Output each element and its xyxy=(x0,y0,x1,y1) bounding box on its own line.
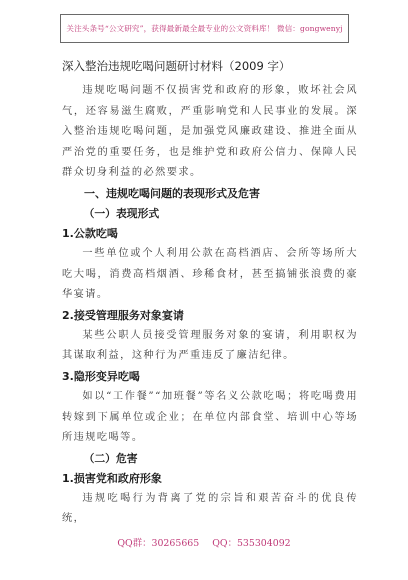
subsection-heading-harms: （二）危害 xyxy=(83,451,138,465)
document-title: 深入整治违规吃喝问题研讨材料（2009 字） xyxy=(62,59,291,73)
section-heading: 一、违规吃喝问题的表现形式及危害 xyxy=(84,186,260,200)
item-paragraph-public-funds: 一些单位或个人利用公款在高档酒店、会所等场所大吃大喝，消费高档烟酒、珍稀食材，甚至搞铺张浪费的豪华宴请。 xyxy=(62,247,358,301)
harm-paragraph-image: 违规吃喝行为背离了党的宗旨和艰苦奋斗的优良传统， xyxy=(62,492,358,525)
header-notice: 关注头条号“公文研究”，获得最新最全最专业的公文资料库！ 微信：gongwenyj xyxy=(66,24,343,33)
subsection-heading-forms: （一）表现形式 xyxy=(83,206,160,220)
item-paragraph-banquets: 某些公职人员接受管理服务对象的宴请，利用职权为其谋取利益，这种行为严重违反了廉洁纪律。 xyxy=(62,329,358,362)
harm-heading-image: 1.损害党和政府形象 xyxy=(62,471,162,485)
item-heading-banquets: 2.接受管理服务对象宴请 xyxy=(62,308,184,322)
item-paragraph-disguised: 如以“工作餐”“加班餐”等名义公款吃喝；将吃喝费用转嫁到下属单位或企业；在单位内部食堂、培训中心等场所违规吃喝等。 xyxy=(62,390,358,444)
header-notice-box xyxy=(60,14,349,43)
intro-paragraph: 违规吃喝问题不仅损害党和政府的形象，败坏社会风气，还容易滋生腐败，严重影响党和人民事业的发展。深入整治违规吃喝问题，是加强党风廉政建设、推进全面从严治党的重要任务，也是维护党和政府公信力、保障人民群众切身利益的必然要求。 xyxy=(62,85,358,179)
item-heading-public-funds: 1.公款吃喝 xyxy=(62,226,118,240)
document-body xyxy=(62,58,358,530)
footer-contact: QQ群：30265665 QQ：535304092 xyxy=(117,538,291,549)
item-heading-disguised: 3.隐形变异吃喝 xyxy=(62,369,140,383)
